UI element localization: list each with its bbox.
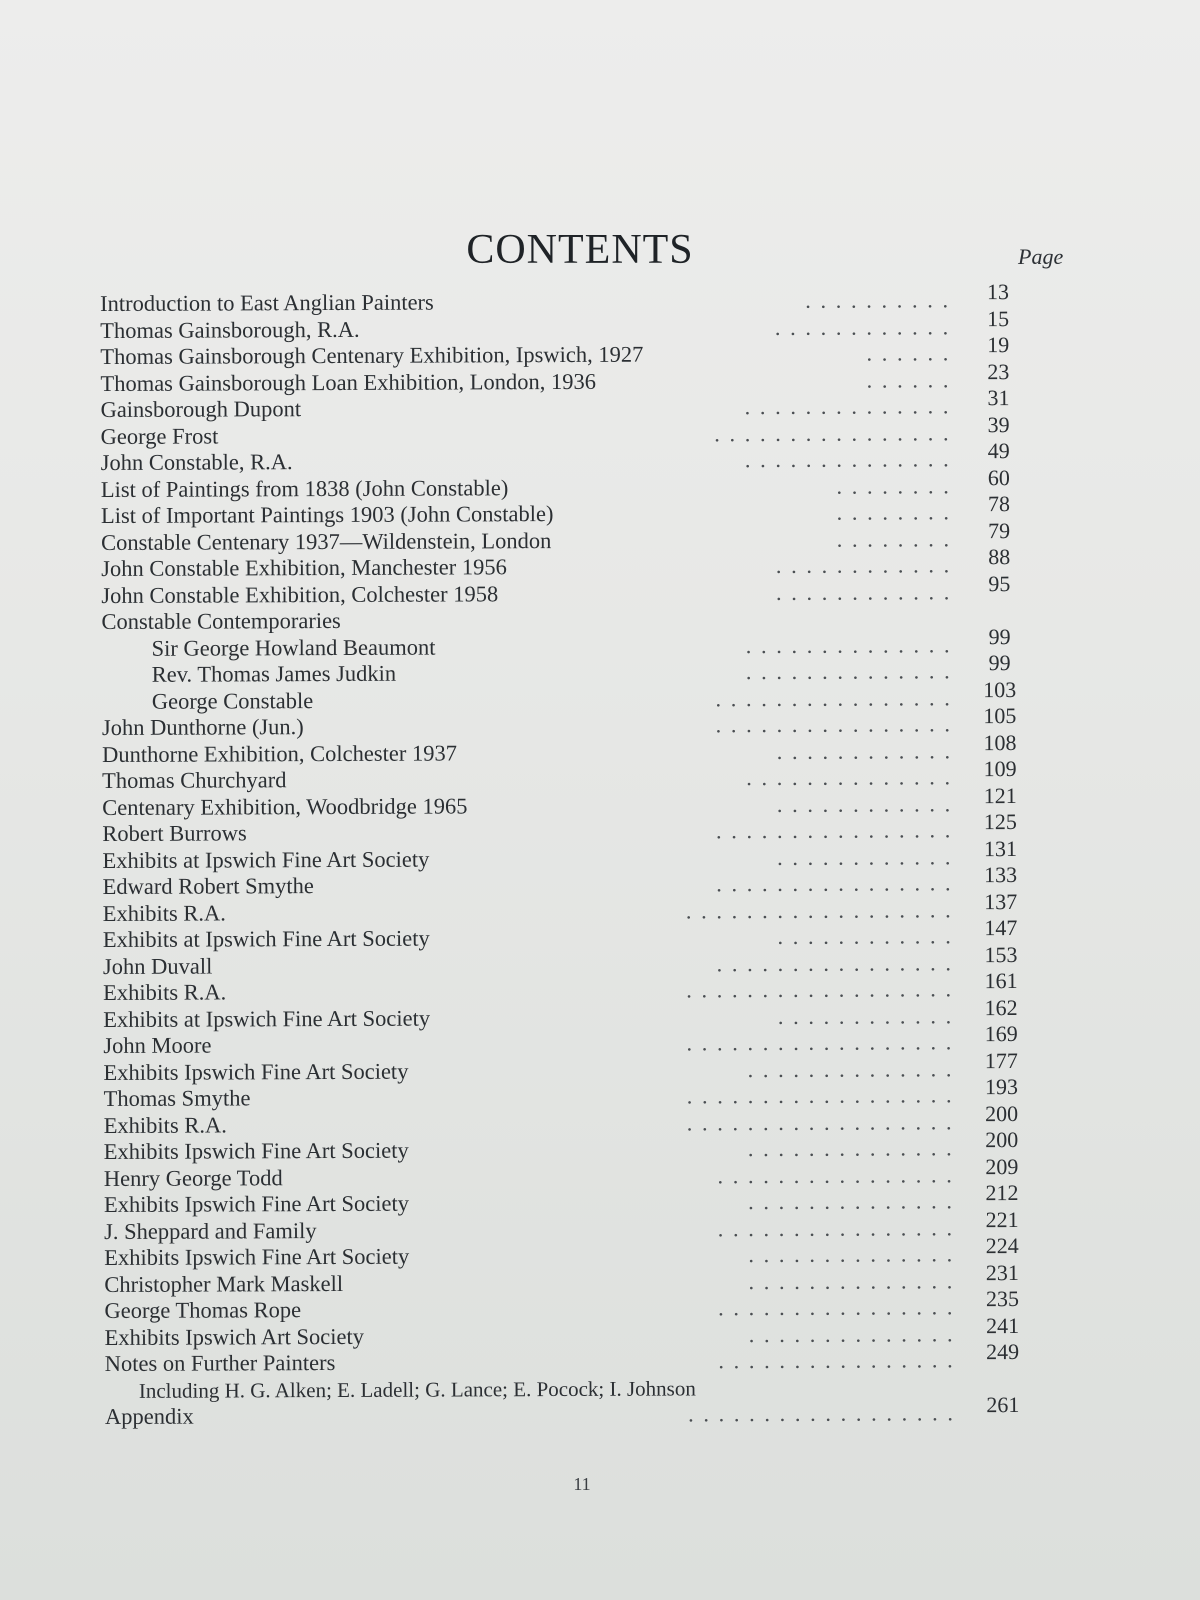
toc-entry-title: Thomas Gainsborough Centenary Exhibition, Ipswich, 1927 xyxy=(100,341,644,369)
toc-entry xyxy=(102,941,1063,979)
toc-entry-title: List of Paintings from 1838 (John Constable) xyxy=(100,474,509,502)
toc-entry xyxy=(100,385,1060,422)
dot-leader: . . . . . . . . . . . . . . . . xyxy=(715,817,953,844)
toc-entry xyxy=(102,888,1063,926)
toc-entry xyxy=(100,438,1061,475)
dot-leader: . . . . . . . . . . . . . . xyxy=(745,631,952,658)
dot-leader: . . . . . . . . . . . . xyxy=(777,923,953,950)
toc-entry-title: J. Sheppard and Family xyxy=(104,1217,317,1244)
toc-entry xyxy=(103,1127,1064,1164)
toc-entry xyxy=(102,650,1062,687)
toc-entry xyxy=(103,1153,1064,1191)
dot-leader: . . . . . . . . . . . . . . . . . . xyxy=(687,1400,955,1427)
toc-entry-page: 49 xyxy=(987,438,1010,464)
toc-entry-title: Exhibits R.A. xyxy=(103,1111,227,1138)
toc-entry xyxy=(102,862,1063,899)
toc-entry xyxy=(102,835,1062,873)
toc-entry-page: 88 xyxy=(988,544,1011,570)
toc-entry-title: Appendix xyxy=(104,1403,194,1429)
toc-entry-title: Robert Burrows xyxy=(102,820,247,846)
toc-entry xyxy=(101,601,1061,632)
toc-entry-page: 78 xyxy=(987,491,1011,517)
toc-entry xyxy=(103,994,1063,1032)
dot-leader: . . . . . . . . . . . . . . . . . . xyxy=(686,1029,954,1056)
toc-entry-title: John Constable Exhibition, Manchester 1956 xyxy=(101,554,507,581)
toc-entry xyxy=(104,1233,1064,1270)
toc-entry-page: 161 xyxy=(984,968,1018,994)
toc-entry-title: Exhibits Ipswich Art Society xyxy=(104,1323,364,1350)
dot-leader: . . . . . . . . . . . . xyxy=(776,790,953,817)
toc-entry-title: Exhibits R.A. xyxy=(103,979,227,1005)
toc-entry-title: Including H. G. Alken; E. Ladell; G. Lance; E. Pocock; I. Johnson xyxy=(138,1375,696,1403)
toc-entry-title: List of Important Paintings 1903 (John Constable) xyxy=(100,501,554,528)
toc-entry-page: 109 xyxy=(983,756,1017,782)
toc-entry-title: Centenary Exhibition, Woodbridge 1965 xyxy=(102,792,468,820)
toc-entry-page: 131 xyxy=(983,835,1018,861)
toc-entry-page: 39 xyxy=(987,411,1010,437)
toc-entry-title: Constable Centenary 1937—Wildenstein, London xyxy=(101,527,552,555)
toc-entry xyxy=(100,305,1060,343)
toc-entry-title: Thomas Smythe xyxy=(103,1085,251,1111)
toc-entry-title: Edward Robert Smythe xyxy=(102,873,314,899)
toc-entry xyxy=(101,703,1062,740)
toc-entry-title: Exhibits R.A. xyxy=(102,899,226,926)
dot-leader: . . . . . . . . xyxy=(836,472,951,499)
toc-entry-page: 177 xyxy=(984,1047,1018,1073)
toc-entry-page: 235 xyxy=(985,1286,1019,1312)
dot-leader: . . . . . . . . . . . . . . xyxy=(746,764,953,791)
toc-entry-page: 31 xyxy=(987,385,1010,411)
toc-entry-title: Introduction to East Anglian Painters xyxy=(100,289,434,316)
page-title: CONTENTS xyxy=(466,227,694,274)
toc-entry xyxy=(100,411,1061,449)
toc-entry xyxy=(101,517,1061,555)
toc-entry xyxy=(102,756,1062,793)
toc-entry-title: Rev. Thomas James Judkin xyxy=(151,660,397,687)
toc-entry xyxy=(104,1391,1065,1429)
toc-entry xyxy=(103,1021,1063,1058)
dot-leader: . . . . . . . . . . . . xyxy=(777,843,953,870)
toc-entry-page: 261 xyxy=(986,1391,1020,1418)
toc-entry xyxy=(104,1312,1065,1350)
dot-leader: . . . . . . xyxy=(866,366,951,393)
toc-entry-page: 13 xyxy=(986,279,1010,305)
toc-entry-page: 121 xyxy=(983,782,1017,808)
toc-entry-page: 79 xyxy=(988,517,1011,543)
toc-entry-page: 241 xyxy=(985,1312,1020,1338)
dot-leader: . . . . . . . . . . . . xyxy=(776,737,953,764)
toc-entry-page: 193 xyxy=(984,1074,1019,1100)
toc-entry xyxy=(100,358,1060,396)
toc-entry xyxy=(102,623,1062,661)
toc-entry-title: Gainsborough Dupont xyxy=(100,396,302,422)
toc-entry-title: George Thomas Rope xyxy=(104,1297,302,1323)
toc-entry-page: 125 xyxy=(983,809,1017,835)
toc-entry-title: Constable Contemporaries xyxy=(101,607,341,634)
toc-entry-title: Thomas Gainsborough Loan Exhibition, London, 1936 xyxy=(100,368,597,396)
dot-leader: . . . . . . . . . . . . . . xyxy=(744,446,951,473)
toc-entry-page: 147 xyxy=(984,915,1018,941)
dot-leader: . . . . . . . . . . . . . . . . xyxy=(718,1294,955,1321)
toc-entry-title: Exhibits Ipswich Fine Art Society xyxy=(103,1137,409,1164)
toc-entry-page: 99 xyxy=(988,650,1011,676)
toc-entry-title: Exhibits Ipswich Fine Art Society xyxy=(103,1190,410,1217)
toc-entry-title: Dunthorne Exhibition, Colchester 1937 xyxy=(101,739,458,767)
toc-entry-page: 103 xyxy=(983,676,1017,702)
dot-leader: . . . . . . . . . . . . xyxy=(774,313,951,340)
toc-entry xyxy=(104,1206,1064,1244)
dot-leader: . . . . . . . . xyxy=(836,499,952,525)
toc-entry xyxy=(102,915,1063,952)
toc-entry-title: John Moore xyxy=(103,1032,212,1058)
dot-leader: . . . . . . . . . . . . . . . . xyxy=(715,711,952,738)
dot-leader: . . . . . . . . . . . . . . . . xyxy=(716,870,953,897)
toc-entry-page: 200 xyxy=(985,1127,1019,1153)
toc-entry-page: 209 xyxy=(985,1153,1019,1179)
toc-entry xyxy=(100,464,1061,502)
toc-entry xyxy=(102,676,1062,714)
dot-leader: . . . . . . . . . . . . . . xyxy=(748,1241,955,1268)
page-column-label: Page xyxy=(1018,244,1064,269)
toc-entry-title: Thomas Gainsborough, R.A. xyxy=(100,316,360,343)
toc-entry-title: John Constable Exhibition, Colchester 1958 xyxy=(101,580,499,608)
dot-leader: . . . . . . . . . . . . . . xyxy=(745,658,952,685)
toc-entry-page: 105 xyxy=(983,703,1017,729)
contents-list xyxy=(100,279,1065,1429)
toc-entry-page: 99 xyxy=(988,623,1011,649)
dot-leader: . . . . . . . . xyxy=(836,525,952,552)
toc-entry xyxy=(100,332,1060,369)
toc-entry-page: 95 xyxy=(988,570,1011,596)
toc-entry xyxy=(101,729,1062,767)
toc-entry-title: Thomas Churchyard xyxy=(102,767,287,793)
dot-leader: . . . . . . . . . . . . . . . . xyxy=(716,949,954,976)
toc-entry-page: 15 xyxy=(987,305,1010,331)
toc-entry-page: 108 xyxy=(983,729,1017,755)
dot-leader: . . . . . . xyxy=(866,340,951,366)
dot-leader: . . . . . . . . . . xyxy=(805,287,951,313)
dot-leader: . . . . . . . . . . . . . . xyxy=(747,1135,954,1162)
dot-leader: . . . . . . . . . . . . . . xyxy=(748,1320,955,1347)
toc-entry-title: Exhibits Ipswich Fine Art Society xyxy=(104,1243,410,1270)
toc-entry-title: John Duvall xyxy=(102,953,213,979)
toc-entry-page: 224 xyxy=(985,1233,1019,1259)
dot-leader: . . . . . . . . . . . . . . xyxy=(748,1267,955,1294)
dot-leader: . . . . . . . . . . . . . . . . . . xyxy=(686,1082,954,1109)
toc-entry-page: 133 xyxy=(984,862,1018,888)
toc-entry-title: Sir George Howland Beaumont xyxy=(151,634,436,661)
toc-entry-page: 200 xyxy=(985,1100,1019,1126)
dot-leader: . . . . . . . . . . . . . . . . . . xyxy=(685,896,953,923)
toc-entry-title: Henry George Todd xyxy=(103,1164,283,1191)
toc-entry-page: 221 xyxy=(985,1206,1019,1232)
toc-entry xyxy=(105,1369,1065,1403)
toc-entry xyxy=(104,1259,1064,1297)
toc-entry-page: 23 xyxy=(987,358,1010,384)
dot-leader: . . . . . . . . . . . . . . . . . . xyxy=(686,1108,954,1135)
dot-leader: . . . . . . . . . . . . . . . . xyxy=(718,1347,955,1374)
toc-entry-page: 249 xyxy=(986,1338,1020,1365)
page-number: 11 xyxy=(573,1474,591,1494)
dot-leader: . . . . . . . . . . . . xyxy=(775,578,952,605)
toc-entry-title: John Constable, R.A. xyxy=(100,449,293,475)
toc-entry-page: 137 xyxy=(984,888,1018,914)
dot-leader: . . . . . . . . . . . . xyxy=(775,552,952,579)
dot-leader: . . . . . . . . . . . . . . xyxy=(747,1055,954,1082)
toc-entry xyxy=(101,570,1061,608)
toc-entry-page: 231 xyxy=(985,1259,1019,1285)
toc-entry-page: 60 xyxy=(987,464,1010,490)
toc-entry-page: 169 xyxy=(984,1021,1018,1047)
toc-entry-title: George Constable xyxy=(151,687,314,714)
toc-entry-title: Exhibits Ipswich Fine Art Society xyxy=(103,1058,409,1085)
dot-leader: . . . . . . . . . . . . . . . . xyxy=(717,1161,954,1188)
toc-entry xyxy=(104,1338,1065,1376)
toc-entry xyxy=(103,1180,1064,1217)
dot-leader: . . . . . . . . . . . . . . . . xyxy=(714,419,951,446)
toc-entry-page: 19 xyxy=(987,332,1010,358)
toc-entry xyxy=(100,279,1060,316)
toc-entry xyxy=(100,491,1061,528)
toc-entry xyxy=(102,782,1062,820)
toc-entry xyxy=(104,1286,1064,1323)
toc-entry xyxy=(103,1100,1064,1138)
toc-entry-page: 162 xyxy=(984,994,1018,1020)
toc-entry-title: George Frost xyxy=(100,422,219,449)
toc-entry xyxy=(103,1047,1063,1085)
dot-leader: . . . . . . . . . . . . . . . . . . xyxy=(686,976,954,1003)
toc-entry xyxy=(102,809,1062,846)
toc-entry xyxy=(103,1074,1063,1111)
toc-entry-title: John Dunthorne (Jun.) xyxy=(101,714,304,740)
toc-entry xyxy=(103,968,1063,1005)
dot-leader: . . . . . . . . . . . . . . . . xyxy=(715,684,952,711)
toc-entry-title: Exhibits at Ipswich Fine Art Society xyxy=(102,846,430,873)
dot-leader: . . . . . . . . . . . . . . xyxy=(748,1188,955,1215)
toc-entry-title: Notes on Further Painters xyxy=(104,1349,336,1376)
dot-leader: . . . . . . . . . . . . . . xyxy=(744,393,951,420)
toc-entry-title: Christopher Mark Maskell xyxy=(104,1270,344,1297)
toc-entry-title: Exhibits at Ipswich Fine Art Society xyxy=(102,925,430,952)
toc-entry-page: 212 xyxy=(985,1180,1019,1206)
toc-entry-title: Exhibits at Ipswich Fine Art Society xyxy=(103,1005,431,1032)
toc-entry-page: 153 xyxy=(984,941,1018,967)
toc-entry xyxy=(101,544,1061,581)
dot-leader: . . . . . . . . . . . . xyxy=(777,1002,954,1029)
dot-leader: . . . . . . . . . . . . . . . . xyxy=(717,1214,955,1241)
